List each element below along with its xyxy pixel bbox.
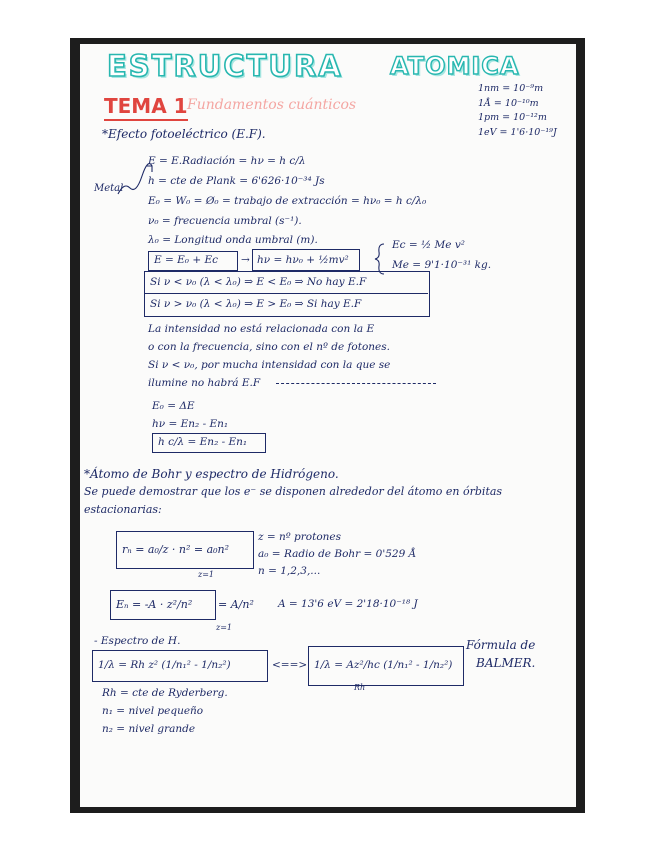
rydberg-formula: 1/λ = Rh z² (1/n₁² - 1/n₂²) (98, 659, 231, 671)
tema-label: TEMA 1 (104, 94, 188, 121)
def-n2: n₂ = nivel grande (102, 723, 196, 735)
ef-line-3: E₀ = W₀ = Ø₀ = trabajo de extracción = hν₀ = h c/λ₀ (148, 195, 427, 207)
bohr-intro-2: estacionarias: (84, 503, 162, 516)
radius-formula: rₙ = a₀/z · n² = a₀n² (122, 543, 230, 556)
note-1: La intensidad no está relacionada con la E (148, 323, 375, 335)
energy-sum: E = E₀ + Ec (154, 254, 219, 266)
spectrum-label: - Espectro de H. (94, 635, 181, 647)
title-estructura: ESTRUCTURA (107, 49, 343, 83)
eq-e0: E₀ = ΔE (152, 400, 195, 412)
radius-def-n: n = 1,2,3,... (258, 565, 321, 577)
ef-line-2: h = cte de Plank = 6'626·10⁻³⁴ Js (148, 175, 325, 187)
energy-bohr: Eₙ = -A · z²/n² (116, 598, 193, 611)
notebook-page (80, 44, 576, 807)
balmer-label-1: Fórmula de (466, 638, 536, 652)
ec-formula: Ec = ½ Me v² (392, 239, 465, 251)
dashed-line (276, 383, 436, 384)
units-list (478, 84, 557, 142)
z-eq-1-b: z=1 (216, 623, 233, 632)
unit-pm: 1pm = 10⁻¹²m (478, 112, 547, 123)
unit-nm: 1nm = 10⁻⁹m (478, 83, 544, 94)
ef-line-5: λ₀ = Longitud onda umbral (m). (148, 234, 318, 246)
def-rh: Rh = cte de Ryderberg. (102, 687, 228, 699)
unit-ev: 1eV = 1'6·10⁻¹⁹J (478, 126, 557, 138)
eq-final: h c/λ = En₂ - En₁ (158, 436, 248, 448)
bohr-intro-1: Se puede demostrar que los e⁻ se disponen alrededor del átomo en órbitas (84, 485, 503, 498)
ef-line-1: E = E.Radiación = hν = h c/λ (148, 155, 306, 167)
balmer-formula: 1/λ = Az²/hc (1/n₁² - 1/n₂²) (314, 659, 453, 671)
energy-rhs: = A/n² (218, 598, 254, 611)
radius-def-z: z = nº protones (258, 531, 342, 543)
unit-angstrom: 1Å = 10⁻¹⁰m (478, 97, 539, 109)
note-2: o con la frecuencia, sino con el nº de fotones. (148, 341, 390, 353)
note-3: Si ν < ν₀, por mucha intensidad con la que se (148, 359, 391, 371)
conditions-divider (144, 293, 428, 294)
title-atomica: ATOMICA (390, 52, 520, 80)
eq-hnu: hν = En₂ - En₁ (152, 418, 229, 430)
section-heading-ef: *Efecto fotoeléctrico (E.F). (102, 127, 266, 141)
ef-line-4: ν₀ = frecuencia umbral (s⁻¹). (148, 215, 302, 227)
condition-no: Si ν < ν₀ (λ < λ₀) ⇒ E < E₀ ⇒ No hay E.F (150, 276, 367, 288)
rh-note: Rh (354, 683, 366, 692)
arrow-1: → (241, 254, 250, 266)
condition-yes: Si ν > ν₀ (λ < λ₀) ⇒ E > E₀ ⇒ Si hay E.F (150, 298, 362, 310)
me-value: Me = 9'1·10⁻³¹ kg. (392, 259, 492, 271)
metal-label: Metal (94, 183, 124, 194)
equiv-arrow: <==> (272, 659, 308, 671)
def-n1: n₁ = nivel pequeño (102, 705, 204, 717)
z-eq-1-a: z=1 (198, 570, 215, 579)
section-heading-bohr: *Átomo de Bohr y espectro de Hidrógeno. (84, 467, 339, 481)
balmer-label-2: BALMER. (476, 656, 536, 670)
note-4: ilumine no habrá E.F (148, 377, 261, 389)
radius-def-a0: a₀ = Radio de Bohr = 0'529 Å (258, 548, 417, 560)
energy-A: A = 13'6 eV = 2'18·10⁻¹⁸ J (278, 598, 418, 610)
energy-h: hν = hν₀ + ½mv² (257, 254, 349, 266)
tema-subtitle: Fundamentos cuánticos (187, 97, 357, 113)
